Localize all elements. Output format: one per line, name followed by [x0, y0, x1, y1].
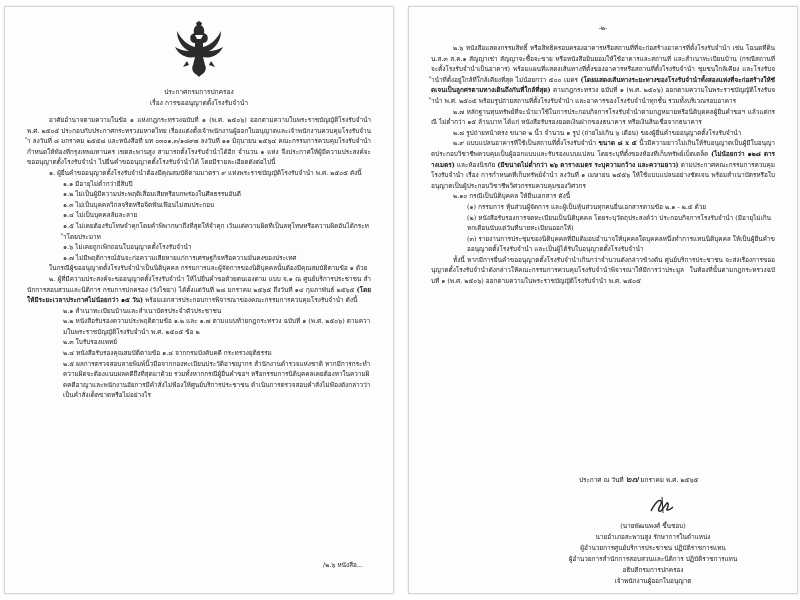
garuda-emblem-icon [173, 21, 225, 79]
list-item: ๑.๓ ไม่เป็นบุคคลวิกลจริตหรือจิตฟั่นเฟือนไม่สมประกอบ [63, 200, 215, 209]
signer-name: (นายพัฒนพงศ์ ขึ้นชอบ) [620, 522, 686, 530]
item-2-9-paragraph [431, 138, 775, 191]
item-2-10-heading: ๒.๑๐ กรณีเป็นนิติบุคคล ให้ยื่นเอกสาร ดังนี้ [453, 192, 571, 201]
document-body-right [431, 43, 775, 287]
document-page-2 [408, 6, 798, 594]
signer-title-line: เจ้าพนักงานผู้ออกใบอนุญาต [614, 577, 692, 585]
section-1-heading: ๑. ผู้ยื่นคำขออนุญาตตั้งโรงรับจำนำต้องมีคุณสมบัติตามมาตรา ๙ แห่งพระราชบัญญัติโรงรับจำนำ พ.ศ. ๒๕๐๕ ดังนี้ [49, 168, 362, 177]
item-2-9-tail: ตามประกาศคณะกรรมการควบคุมโรงรับจำนำ เรื่อง การกำหนดที่เก็บทรัพย์จำนำ ลงวันที่ ๑ เมษายน ๒๕๕๖ ให้ใช้แบบแปลนอย่างชัดเจน พร้อมสำเนาบัตรหรือใบอนุญาตเป็นผู้ประกอบวิชาชีพวิศวกรรมควบคุมของวิศวกร [431, 160, 775, 190]
section-2-tail: พร้อมเอกสารประกอบการพิจารณาของคณะกรรมการควบคุมโรงรับจำนำ ดังนี้ [143, 296, 358, 305]
document-body-left [27, 115, 371, 401]
intro-paragraph: อาศัยอำนาจตามความในข้อ ๑ แห่งกฎกระทรวงฉบับที่ ๑ (พ.ศ. ๒๕๐๖) ออกตามความในพระราชบัญญัติโรงรับจำนำ พ.ศ. ๒๕๐๕ ประกอบกับประกาศกระทรวงมหาดไทย เรื่องแต่งตั้งเจ้าพนักงานผู้ออกใบอนุญาตและเจ้าพนักงานควบคุมโรงรับจำนำ ลงวันที่ ๘ มกราคม ๒๕๕๘ และหนังสือที่ มท ๐๓๐๑.๓/๑๘๙๗ ลงวันที่ ๑๑ มิถุนายน ๒๕๖๔ คณะกรรมการควบคุมโรงรับจำนำกำหนดให้ท้องที่กรุงเทพมหานคร เขตสะพานสูง สามารถตั้งโรงรับจำนำได้อีก จำนวน ๑ แห่ง จึงประกาศให้ผู้มีความประสงค์จะขออนุญาตตั้งโรงรับจำนำ ไปยื่นคำขออนุญาตตั้งโรงรับจำนำได้ โดยมีรายละเอียดดังต่อไปนี้ [27, 116, 371, 167]
list-item: ๑.๑ มีอายุไม่ต่ำกว่ายี่สิบปี [63, 179, 133, 188]
list-item: ๑.๕ ไม่เคยต้องรับโทษจำคุกโดยคำพิพากษาถึงที่สุดให้จำคุก เว้นแต่ความผิดที่เป็นลหุโทษหรือความผิดอันได้กระทำโดยประมาท [63, 221, 369, 241]
signer-title-line: นายอำเภอสะพานสูง รักษาการในตำแหน่ง [595, 533, 711, 541]
list-item: ๒.๔ หนังสือรับรองคุณสมบัติตามข้อ ๑.๔ จากกรมบังคับคดี กระทรวงยุติธรรม [63, 349, 272, 358]
item-2-6-paragraph [431, 43, 775, 107]
list-item: (๒) หนังสือรับรองการจดทะเบียนเป็นนิติบุคคล โดยระบุวัตถุประสงค์ว่า ประกอบกิจการโรงรับจำนำ (มีอายุไม่เกินหกเดือนนับแต่วันที่นายทะเบียนออกให้) [467, 213, 772, 233]
signer-title-line: ผู้อำนวยการศูนย์บริการประชาชน ปฏิบัติราชการแทน [580, 544, 726, 552]
signer-title-line: อธิบดีกรมการปกครอง [622, 566, 684, 574]
item-2-9-text: ๒.๙ แบบแปลนอาคารที่ใช้เป็นสถานที่ตั้งโรงรับจำนำ [453, 139, 599, 148]
signer-block [409, 521, 797, 587]
document-subject: เรื่อง การขออนุญาตตั้งโรงรับจำนำ [149, 99, 249, 107]
list-item: (๑) กรรมการ หุ้นส่วนผู้จัดการ และผู้เป็นหุ้นส่วนทุกคนยื่นเอกสารตามข้อ ๒.๑ - ๒.๕ ด้วย [467, 202, 707, 211]
item-2-6-tail: ตามกฎกระทรวง ฉบับที่ ๑ (พ.ศ. ๒๕๐๖) ออกตามความในพระราชบัญญัติโรงรับจำนำ พ.ศ. ๒๕๐๕ พร้อมรูปถ่ายสถานที่ตั้งโรงรับจำนำ และอาคารของโรงรับจำนำทุกชั้น รวมทั้งบริเวณรอบอาคาร [431, 86, 775, 105]
document-page-1 [4, 6, 394, 594]
document-title: ประกาศกรมการปกครอง [164, 88, 234, 96]
item-2-9-size: ขนาด ๘ x ๕ [598, 139, 640, 148]
section-2-text: ๒. ผู้ที่มีความประสงค์จะขออนุญาตตั้งโรงรับจำนำ ให้ไปยื่นคำขอด้วยตนเองตาม แบบ จ.๑ ณ ศูนย์บริการประชาชน สำนักการสอบสวนและนิติการ กรมการปกครอง (วังไชยา) ได้ตั้งแต่วันที่ ๒๘ มกราคม ๒๕๖๕ ถึงวันที่ ๑๔ กุมภาพันธ์ ๒๕๖๕ [27, 274, 371, 294]
page-number: -๒- [598, 24, 608, 32]
signer-title-line: ผู้อำนวยการสำนักการสอบสวนและนิติการ ปฏิบัติราชการแทน [568, 555, 738, 563]
list-item: ๒.๕ ผลการตรวจสอบลายพิมพ์นิ้วมือจากกองทะเบียนประวัติอาชญากร สำนักงานตำรวจแห่งชาติ หากมีการกระทำความผิดจะต้องแนบผลคดีถึงที่สุดมาด้วย รวมทั้งหากกรณีผู้ยื่นคำขอฯ หรือกรรมการนิติบุคคลเคยต้องหาในความผิดคดีอาญาและพนักงานอัยการมีคำสั่งไม่ฟ้องให้ศูนย์บริการประชาชน ดำเนินการตรวจสอบคำสั่งไม่ฟ้องดังกล่าวว่าเป็นคำสั่งเด็ดขาดหรือไม่อย่างไร [63, 359, 371, 400]
item-2-6-bold-note: (โดยแสดงเส้นทางระยะทางของโรงรับจำนำทั้งสองแห่งที่จะก่อสร้างให้ชัดเจนเป็นลูกศรตามทางเดินถึงกันที่ใกล้ที่สุด) [431, 75, 775, 95]
list-item: ๒.๒ หนังสือรับรองความประพฤติตามข้อ ๑.๒ และ ๑.๗ ตามแบบท้ายกฎกระทรวง ฉบับที่ ๑ (พ.ศ. ๒๕๐๖) ตามความในพระราชบัญญัติโรงรับจำนำ พ.ศ. ๒๕๐๕ ข้อ ๒ [63, 317, 371, 336]
list-item: ๑.๗ ไม่มีพฤติการณ์อันจะก่อความเสียหายแก่การเศรษฐกิจหรือความมั่นคงของประเทศ [63, 253, 297, 262]
list-item: (๓) รายงานการประชุมของนิติบุคคลที่มีมติมอบอำนาจให้บุคคลใดบุคคลหนึ่งทำการแทนนิติบุคคล ให้เป็นผู้ยื่นคำขออนุญาตตั้งโรงรับจำนำ และเป็นผู้ได้รับใบอนุญาตตั้งโรงรับจำนำ [467, 234, 775, 254]
item-2-9-text-3: และห้องนิรภัย [454, 160, 498, 169]
document-title-block [5, 87, 393, 109]
item-2-9-bold-vault: (มีขนาดไม่ต่ำกว่า ๒๖ ตารางเมตร ระบุความกว้าง และความยาว) [497, 160, 679, 169]
list-item: ๑.๔ ไม่เป็นบุคคลล้มละลาย [63, 211, 138, 220]
item-2-8-paragraph: ๒.๘ รูปถ่ายหน้าตรง ขนาด ๒ นิ้ว จำนวน ๑ รูป (ถ่ายไม่เกิน ๖ เดือน) ของผู้ยื่นคำขออนุญาตตั้งโรงรับจำนำ [453, 128, 742, 137]
list-item: ๒.๑ สำเนาทะเบียนบ้านและสำเนาบัตรประจำตัวประชาชน [63, 306, 222, 315]
list-item: ๒.๓ ใบรับรองแพทย์ [63, 338, 117, 347]
continuation-marker: /๒.๖ หนังสือ... [322, 561, 363, 570]
date-prefix: ประกาศ ณ วันที่ [579, 476, 624, 484]
juristic-paragraph: ในกรณีผู้ขออนุญาตตั้งโรงรับจำนำเป็นนิติบุคคล กรรมการและผู้จัดการของนิติบุคคลนั้นต้องมีคุณสมบัติตามข้อ ๑ ด้วย [49, 264, 368, 273]
item-2-9-text-2: นิ้วมีความยาวไม่เกินให้รับอนุญาตเป็นผู้มีใบอนุญาตประกอบวิชาชีพควบคุมเป็นผู้ออกแบบและรับรองแบบแปลน โดยระบุที่ตั้งของห้องที่เก็บทรัพย์เบ็ดเตล็ด [431, 139, 775, 158]
list-item: ๑.๖ ไม่เคยถูกเพิกถอนใบอนุญาตตั้งโรงรับจำนำ [63, 243, 192, 252]
list-item: ๑.๒ ไม่เป็นผู้มีความประพฤติเสื่อมเสียหรือบกพร่องในศีลธรรมอันดี [63, 190, 241, 199]
section-2-bold-note: (โดยให้มีระยะเวลาประกาศไม่น้อยกว่า ๑๕ วัน) [27, 285, 371, 305]
section-2-paragraph [27, 274, 371, 306]
signature-icon [647, 493, 677, 517]
item-2-7-paragraph: ๒.๗ หลักฐานทุนทรัพย์ที่จะนำมาใช้ในการประกอบกิจการโรงรับจำนำตามกฎหมายหรือนิติบุคคลผู้ยื่นคำขอฯ แล้วแต่กรณี ไม่ต่ำกว่า ๑๕ ล้านบาท ได้แก่ หนังสือรับรองยอดเงินฝากของธนาคาร หรือเงินสินเชื่อจากธนาคาร [431, 107, 775, 127]
item-2-9-bold-area: (ไม่น้อยกว่า ๑๒๘ ตารางเมตร) [431, 149, 775, 169]
date-suffix: มกราคม พ.ศ. ๒๕๖๕ [640, 476, 699, 484]
closing-paragraph: ทั้งนี้ หากมีการยื่นคำขออนุญาตตั้งโรงรับจำนำเกินกว่าจำนวนดังกล่าวข้างต้น ศูนย์บริการประชาชน จะส่งเรื่องการขออนุญาตตั้งโรงรับจำนำดังกล่าวให้คณะกรรมการควบคุมโรงรับจำนำพิจารณาให้มีการว่าประมูล ในท้องที่นั้นตามกฎกระทรวงฉบับที่ ๑ (พ.ศ. ๒๕๐๖) ออกตามความในพระราชบัญญัติโรงรับจำนำ พ.ศ. ๒๕๐๕ [431, 255, 775, 286]
announcement-date [579, 475, 698, 486]
date-day: ๒๗ [625, 475, 639, 485]
item-2-6-text: ๒.๖ หนังสือแสดงกรรมสิทธิ์ หรือสิทธิครอบครองอาคารหรือสถานที่ที่จะก่อสร้างอาคารที่ตั้งโรงรับจำนำ เช่น โฉนดที่ดิน น.ส.๓ ส.ค.๑ สัญญาเช่า สัญญาจะซื้อจะขาย หรือหนังสือยินยอมให้ใช้อาคารและสถานที่ และสำเนาทะเบียนบ้าน (กรณีสถานที่จะตั้งโรงรับจำนำเป็นอาคาร) พร้อมแผนที่แสดงเส้นทางที่ตั้งของอาคารหรือสถานที่ตั้งโรงรับจำนำ ชุมชนใกล้เคียง และโรงรับจำนำที่ตั้งอยู่ใกล้ที่ใกล้เคียงที่สุด ไม่น้อยกว่า ๕๐๐ เมตร [431, 44, 775, 84]
